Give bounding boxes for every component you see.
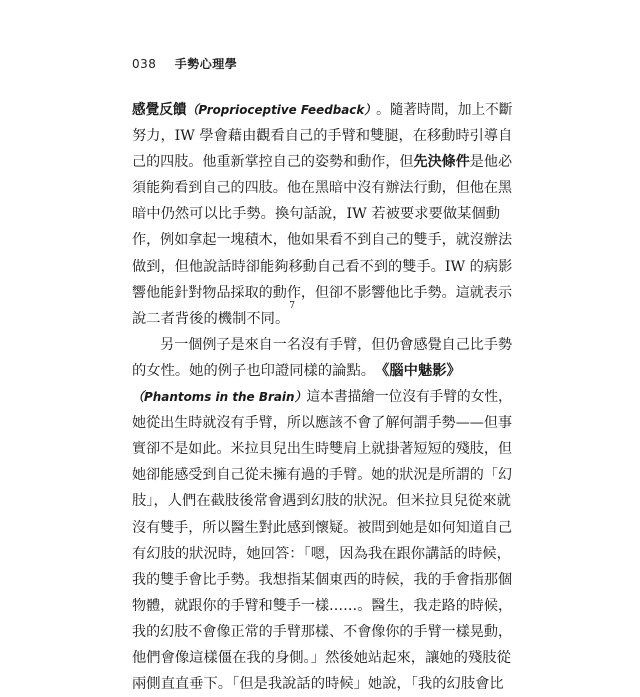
text-line (132, 541, 512, 567)
line-text: 她卻能感受到自己從未擁有過的手臂。她的狀況是所謂的「幻 (132, 467, 513, 484)
line-text: 有幻肢的狀況時，她回答：「嗯，因為我在跟你講話的時候， (132, 545, 511, 562)
text-line (132, 97, 512, 123)
text-line (132, 201, 512, 227)
line-text: 的女性。她的例子也印證同樣的論點。 (132, 362, 376, 379)
text-line (132, 358, 512, 384)
text-line (132, 384, 512, 410)
line-text: 兩側直直垂下。「但是我說話的時候」她說，「我的幻肢會比 (132, 676, 504, 693)
text-line (132, 227, 512, 253)
text-line (132, 123, 512, 149)
line-text: 。隨著時間，加上不斷 (376, 102, 513, 118)
line-text: 沒有雙手，所以醫生對此感到懷疑。被問到她是如何知道自己 (132, 519, 513, 536)
line-text: 這本書描繪一位沒有手臂的女性， (306, 389, 512, 406)
text-line (132, 280, 512, 306)
line-text: 肢」，人們在截肢後常會遇到幻肢的狀況。但米拉貝兒從來就 (132, 493, 511, 510)
text-line (132, 488, 512, 514)
text-line (132, 671, 512, 697)
line-text: 說二者背後的機制不同。 (132, 310, 290, 327)
book-reference: 《腦中魅影》 (375, 362, 461, 379)
text-line (132, 645, 512, 671)
line-text: 作，例如拿起一塊積木，他如果看不到自己的雙手，就沒辦法 (132, 232, 513, 249)
text-line (132, 149, 512, 175)
text-line (132, 619, 512, 645)
running-head (132, 55, 237, 72)
bold-term: 先決條件 (413, 154, 470, 171)
text-line (132, 436, 512, 462)
text-line (132, 175, 512, 201)
page-number: 038 (132, 57, 157, 71)
line-text: 響他能針對物品採取的動作，但卻不影響他比手勢。這就表示 (132, 284, 513, 301)
line-text: 我的幻肢不會像正常的手臂那樣、不會像你的手臂一樣晃動， (132, 623, 513, 640)
footnote-marker[interactable]: 7 (289, 300, 295, 311)
text-line (132, 515, 512, 541)
body-text (132, 97, 512, 697)
line-text: 暗中仍然可以比手勢。換句話說，IW 若被要求要做某個動 (132, 206, 501, 223)
line-text: 他們會像這樣僵在我的身側。」然後她站起來，讓她的殘肢從 (132, 649, 511, 666)
line-text: 做到，但他說話時卻能夠移動自己看不到的雙手。IW 的病影 (132, 258, 513, 275)
book-title: 手勢心理學 (174, 57, 238, 71)
english-title: （Phantoms in the Brain） (132, 389, 307, 405)
text-line (132, 332, 512, 358)
line-text: 實卻不是如此。米拉貝兒出生時雙肩上就掛著短短的殘肢，但 (132, 441, 513, 458)
text-line (132, 300, 512, 332)
line-text: 她從出生時就沒有手臂，所以應該不會了解何謂手勢——但事 (132, 415, 513, 432)
line-text: 須能夠看到自己的四肢。他在黑暗中沒有辦法行動，但他在黑 (132, 180, 513, 197)
text-line (132, 593, 512, 619)
text-line (132, 410, 512, 436)
english-term: （Proprioceptive Feedback） (186, 102, 377, 117)
text-line (132, 254, 512, 280)
line-text: 另一個例子是來自一名沒有手臂，但仍會感覺自己比手勢 (160, 336, 513, 353)
text-line (132, 462, 512, 488)
bold-term: 感覺反饋 (132, 102, 187, 118)
line-text: 物體，就跟你的手臂和雙手一樣……。醫生，我走路的時候， (132, 597, 513, 614)
line-text: 努力，IW 學會藉由觀看自己的手臂和雙腿，在移動時引導自 (132, 128, 513, 145)
line-text: 是他必 (469, 154, 513, 171)
line-text: 我的雙手會比手勢。我想指某個東西的時候，我的手會指那個 (132, 571, 513, 588)
line-text: 己的四肢。他重新掌控自己的姿勢和動作，但 (132, 154, 414, 171)
text-line (132, 567, 512, 593)
